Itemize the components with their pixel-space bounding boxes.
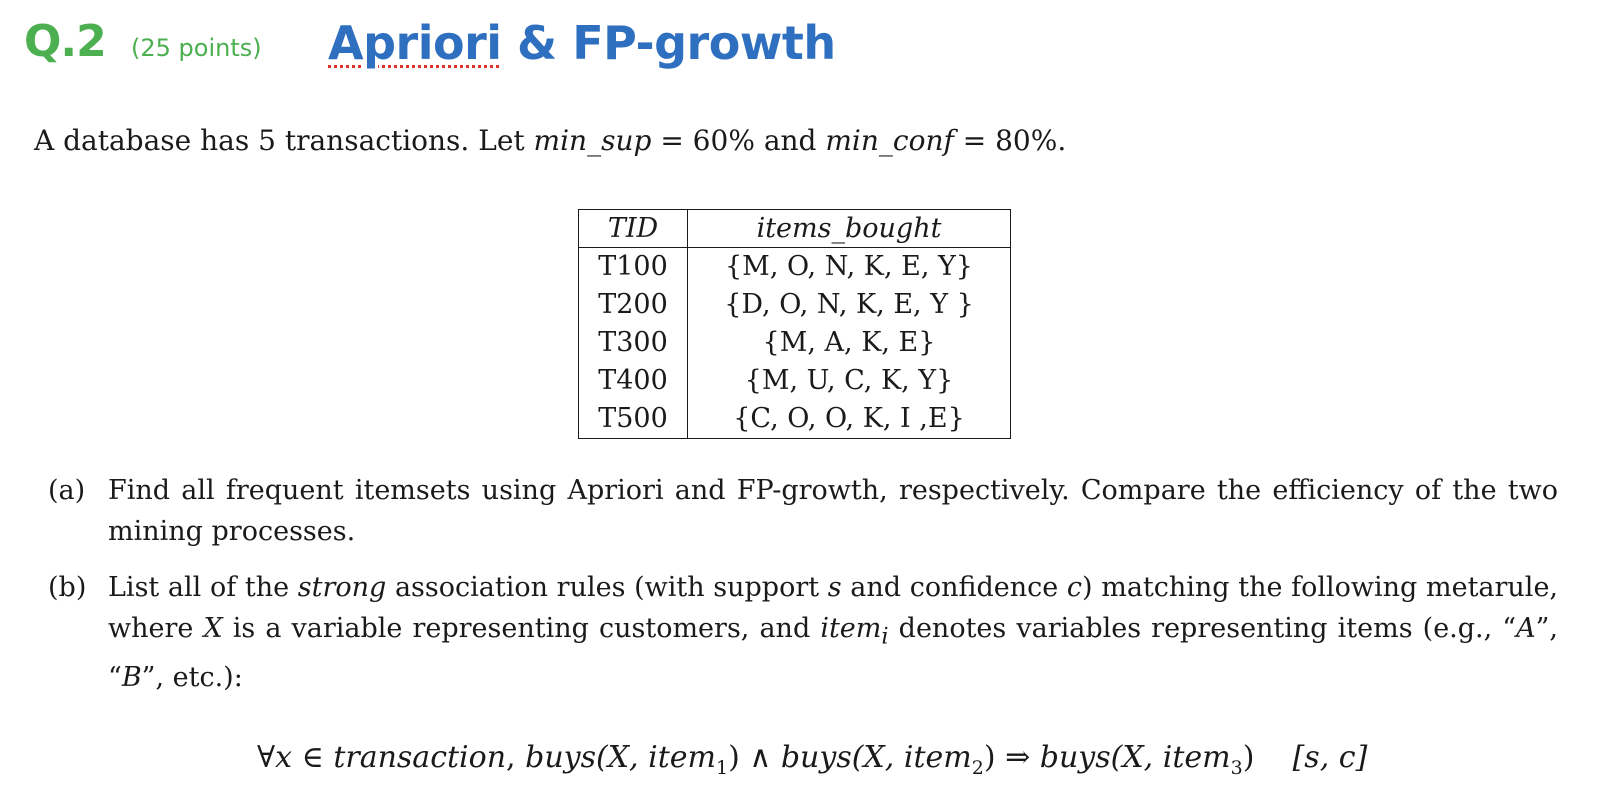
logical-and-symbol: ∧	[739, 740, 781, 775]
question-title-rest: & FP-growth	[501, 16, 836, 70]
transactions-table	[578, 209, 1011, 439]
part-b-label: (b)	[48, 572, 87, 603]
min-sup-value: = 60% and	[651, 124, 826, 157]
table-header-row	[579, 210, 1011, 248]
question-number: Q.2	[24, 16, 106, 67]
table-row	[579, 248, 1011, 287]
formula-buys: buys	[780, 740, 852, 775]
column-header-tid: TID	[579, 210, 688, 248]
tid-cell: T100	[579, 248, 688, 287]
confidence-symbol: c	[1066, 572, 1083, 603]
question-points: (25 points)	[131, 34, 262, 62]
items-cell: {M, A, K, E}	[762, 327, 936, 358]
part-a	[48, 470, 1558, 552]
formula-paren: )	[728, 740, 740, 775]
part-a-label: (a)	[48, 475, 86, 506]
formula-args: (X, item	[1110, 740, 1231, 775]
items-cell: {D, O, N, K, E, Y }	[724, 289, 974, 320]
min-sup-variable: min_sup	[533, 124, 652, 157]
variable-x: X	[203, 613, 223, 644]
formula-variable-x: x	[275, 740, 293, 775]
element-of-symbol: ∈	[292, 740, 334, 775]
formula-paren: )	[1242, 740, 1255, 775]
question-title	[328, 16, 836, 70]
part-b	[48, 567, 1558, 698]
formula-args: (X, item	[851, 740, 972, 775]
column-header-items: items_bought	[688, 210, 1011, 248]
table-row	[579, 362, 1011, 400]
part-b-text	[108, 567, 1558, 698]
emphasis-strong: strong	[297, 572, 387, 603]
variable-item: item	[820, 613, 882, 644]
text-fragment: association rules (with support	[386, 572, 828, 603]
table-row	[579, 324, 1011, 362]
table-row	[579, 286, 1011, 324]
formula-buys: buys	[525, 740, 596, 775]
min-conf-variable: min_conf	[825, 124, 954, 157]
table-row	[579, 400, 1011, 439]
formula-args: (X, item	[596, 740, 716, 775]
text-fragment: List all of the	[108, 572, 298, 603]
implies-symbol: ⇒	[995, 740, 1040, 775]
formula-transaction: transaction	[333, 740, 507, 775]
items-cell: {M, U, C, K, Y}	[744, 365, 954, 396]
tid-cell: T500	[579, 400, 688, 439]
example-item-b: B	[121, 662, 142, 694]
support-confidence-bracket: [s, c]	[1292, 740, 1368, 775]
formula-buys: buys	[1039, 740, 1111, 775]
spellcheck-underlined-word: Apriori	[328, 16, 502, 70]
min-conf-value: = 80%.	[953, 124, 1067, 157]
intro-text	[34, 124, 1066, 157]
example-item-a: A	[1516, 613, 1536, 644]
items-cell: {M, O, N, K, E, Y}	[725, 251, 973, 282]
text-fragment: ”, “	[108, 613, 1558, 694]
tid-cell: T300	[579, 324, 688, 362]
part-a-text: Find all frequent itemsets using Apriori and FP-growth, respectively. Compare the efficiency of the two mining processes.	[108, 475, 1558, 547]
text-fragment: and confidence	[841, 572, 1067, 603]
text-fragment: ”, etc.):	[141, 662, 243, 694]
intro-start: A database has 5 transactions. Let	[34, 124, 534, 157]
text-fragment: is a variable representing customers, and	[222, 613, 821, 644]
variable-item-subscript: i	[881, 623, 889, 650]
items-cell: {C, O, O, K, I ,E}	[733, 403, 965, 434]
tid-cell: T400	[579, 362, 688, 400]
forall-symbol: ∀	[257, 740, 276, 775]
formula-paren: )	[983, 740, 996, 775]
formula-subscript: 1	[716, 757, 729, 779]
formula-subscript: 2	[971, 757, 984, 779]
tid-cell: T200	[579, 286, 688, 324]
text-fragment: ) matching the following metarule, where	[108, 572, 1559, 644]
metarule-formula	[257, 740, 1367, 779]
text-fragment: denotes variables representing items (e.g., “	[888, 613, 1517, 644]
formula-subscript: 3	[1230, 757, 1243, 779]
formula-comma: ,	[506, 740, 526, 775]
support-symbol: s	[827, 572, 842, 603]
